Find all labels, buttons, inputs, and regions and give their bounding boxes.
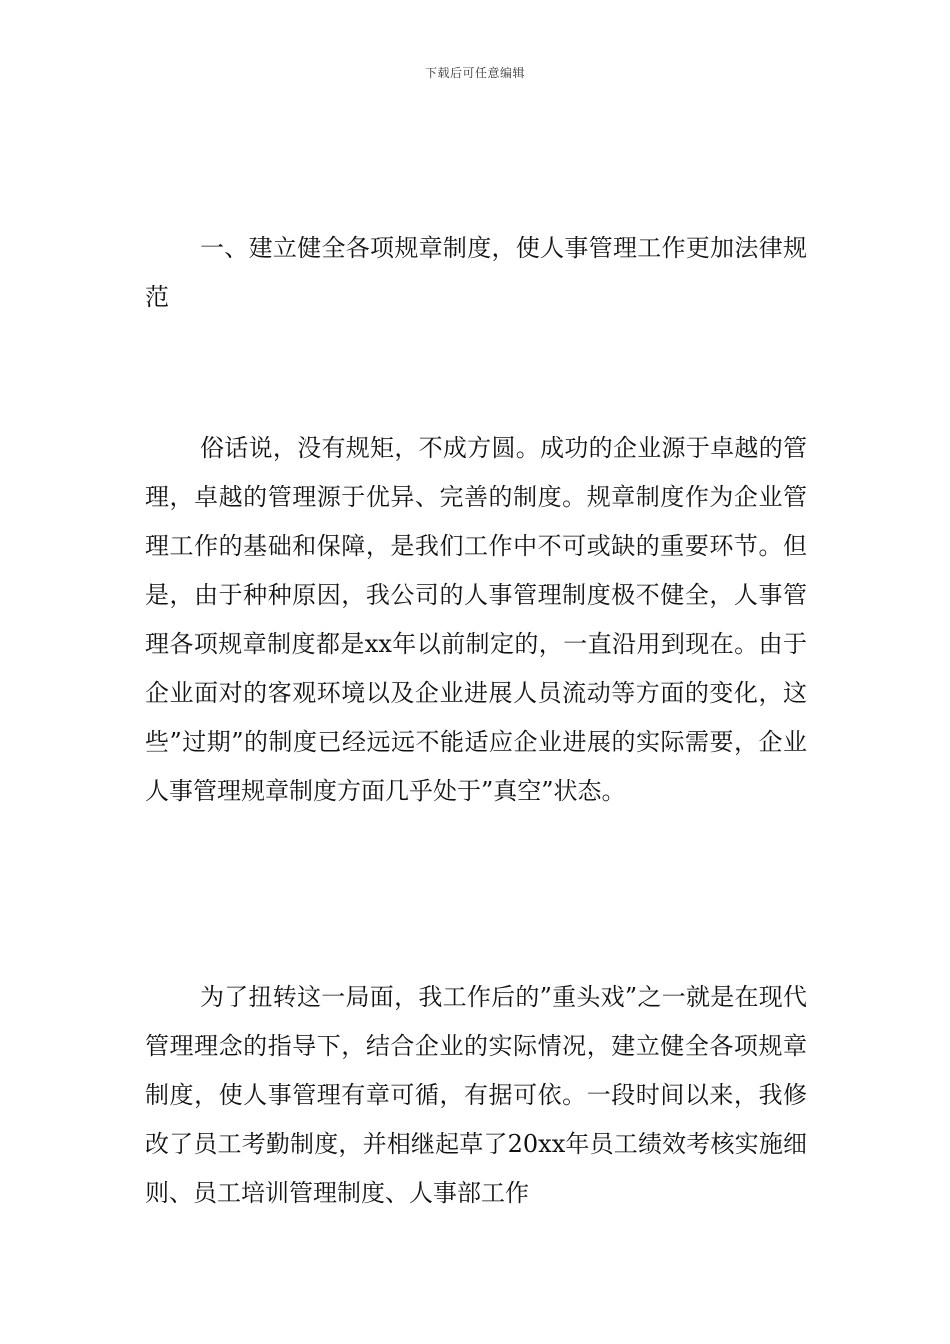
body-paragraph: 为了扭转这一局面，我工作后的”重头戏”之一就是在现代管理理念的指导下，结合企业的实际情况，建立健全各项规章制度，使人事管理有章可循，有据可依。一段时间以来，我修改了员工考勤制度，并相继起草了20xx年员工绩效考核实施细则、员工培训管理制度、人事部工作: [145, 983, 807, 1207]
page-header: 下载后可任意编辑: [424, 66, 525, 80]
body-paragraph: 俗话说，没有规矩，不成方圆。成功的企业源于卓越的管理，卓越的管理源于优异、完善的制度。规章制度作为企业管理工作的基础和保障，是我们工作中不可或缺的重要环节。但是，由于种种原因，我公司的人事管理制度极不健全，人事管理各项规章制度都是xx年以前制定的，一直沿用到现在。由于企业面对的客观环境以及企业进展人员流动等方面的变化，这些”过期”的制度已经远远不能适应企业进展的实际需要，企业人事管理规章制度方面几乎处于”真空”状态。: [145, 434, 807, 805]
section-heading: 一、建立健全各项规章制度，使人事管理工作更加法律规范: [145, 234, 807, 311]
